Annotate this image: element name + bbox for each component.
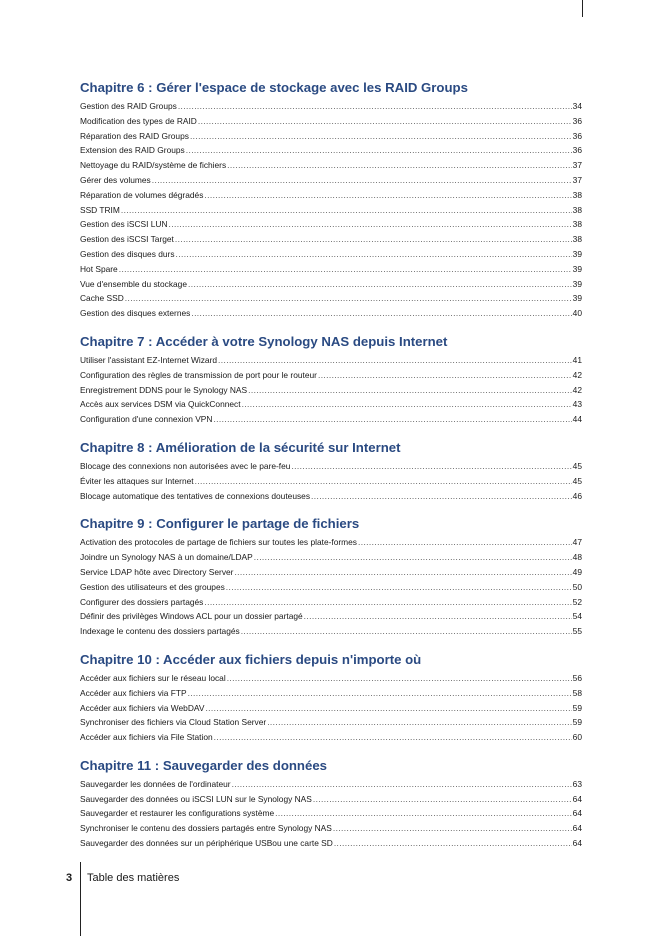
dot-leader	[125, 291, 572, 306]
dot-leader	[275, 806, 572, 821]
toc-entry[interactable]	[80, 730, 582, 745]
toc-entry-label: Réparation des RAID Groups	[80, 130, 189, 141]
toc-entry-page: 44	[572, 414, 582, 425]
toc-entry[interactable]	[80, 99, 582, 114]
dot-leader	[121, 203, 572, 218]
toc-entry-label: Configurer des dossiers partagés	[80, 596, 204, 607]
toc-entry-page: 63	[572, 778, 582, 789]
toc-entry-label: Accéder aux fichiers via FTP	[80, 687, 187, 698]
toc-entry-page: 38	[572, 204, 582, 215]
toc-entry-page: 49	[572, 566, 582, 577]
toc-entry[interactable]	[80, 188, 582, 203]
dot-leader	[232, 777, 572, 792]
toc-entry[interactable]	[80, 624, 582, 639]
toc-entry[interactable]	[80, 777, 582, 792]
toc-entry[interactable]	[80, 474, 582, 489]
toc-entry-page: 48	[572, 552, 582, 563]
chapter-8	[80, 440, 582, 503]
toc-entry-page: 39	[572, 248, 582, 259]
toc-entry-label: Nettoyage du RAID/système de fichiers	[80, 160, 227, 171]
chapter-10	[80, 652, 582, 745]
dot-leader	[152, 173, 572, 188]
chapter-9	[80, 516, 582, 639]
toc-entry[interactable]	[80, 609, 582, 624]
toc-entry[interactable]	[80, 383, 582, 398]
toc-entry[interactable]	[80, 595, 582, 610]
toc-entry-label: Configuration des règles de transmission de port pour le routeur	[80, 369, 317, 380]
toc-entry[interactable]	[80, 173, 582, 188]
toc-entry[interactable]	[80, 550, 582, 565]
dot-leader	[318, 368, 572, 383]
chapter-7	[80, 334, 582, 427]
toc-entry-page: 47	[572, 537, 582, 548]
toc-entry-page: 60	[572, 732, 582, 743]
toc-entry[interactable]	[80, 217, 582, 232]
toc-entry-page: 36	[572, 145, 582, 156]
toc-entry-page: 37	[572, 174, 582, 185]
dot-leader	[218, 353, 572, 368]
toc-entry-page: 55	[572, 626, 582, 637]
toc-entry[interactable]	[80, 353, 582, 368]
toc-entry[interactable]	[80, 821, 582, 836]
toc-entry-label: Définir des privilèges Windows ACL pour un dossier partagé	[80, 611, 303, 622]
dot-leader	[241, 624, 572, 639]
footer-title: Table des matières	[87, 872, 180, 884]
toc-entry-label: Blocage des connexions non autorisées avec le pare-feu	[80, 460, 291, 471]
toc-entry-page: 64	[572, 838, 582, 849]
dot-leader	[358, 535, 572, 550]
toc-entry-label: Cache SSD	[80, 293, 124, 304]
chapter-title[interactable]: Chapitre 7 : Accéder à votre Synology NAS depuis Internet	[80, 333, 448, 349]
footer-divider	[80, 862, 81, 936]
toc-entry-label: Joindre un Synology NAS à un domaine/LDAP	[80, 552, 253, 563]
dot-leader	[254, 550, 572, 565]
toc-entry-page: 58	[572, 687, 582, 698]
toc-entry-page: 37	[572, 160, 582, 171]
toc-entry-page: 59	[572, 702, 582, 713]
toc-entry-page: 45	[572, 475, 582, 486]
dot-leader	[227, 158, 572, 173]
toc-entry[interactable]	[80, 792, 582, 807]
toc-entry-page: 38	[572, 219, 582, 230]
toc-entry-page: 36	[572, 130, 582, 141]
toc-entry[interactable]	[80, 580, 582, 595]
toc-entry-label: Hot Spare	[80, 263, 118, 274]
toc-entry[interactable]	[80, 715, 582, 730]
toc-entry-page: 36	[572, 115, 582, 126]
toc-entry-page: 52	[572, 596, 582, 607]
toc-entry[interactable]	[80, 306, 582, 321]
toc-entry-label: Utiliser l'assistant EZ-Internet Wizard	[80, 354, 218, 365]
toc-entry-page: 59	[572, 717, 582, 728]
toc-entry[interactable]	[80, 565, 582, 580]
dot-leader	[248, 383, 572, 398]
dot-leader	[234, 565, 571, 580]
dot-leader	[227, 671, 572, 686]
toc-entry-label: Sauvegarder les données de l'ordinateur	[80, 778, 231, 789]
toc-entry-page: 64	[572, 793, 582, 804]
dot-leader	[311, 489, 572, 504]
toc-entry-page: 64	[572, 823, 582, 834]
dot-leader	[242, 397, 572, 412]
toc-entry-label: Vue d'ensemble du stockage	[80, 278, 187, 289]
toc-entry[interactable]	[80, 129, 582, 144]
toc-entry[interactable]	[80, 143, 582, 158]
dot-leader	[175, 232, 572, 247]
toc-entry-page: 50	[572, 581, 582, 592]
toc-entry-page: 38	[572, 189, 582, 200]
dot-leader	[188, 686, 572, 701]
toc-entry-page: 34	[572, 101, 582, 111]
toc-entry[interactable]	[80, 232, 582, 247]
dot-leader	[313, 792, 572, 807]
toc-entry[interactable]	[80, 459, 582, 474]
toc-entry-label: Gestion des disques externes	[80, 308, 191, 319]
dot-leader	[304, 609, 572, 624]
chapter-title[interactable]: Chapitre 6 : Gérer l'espace de stockage avec les RAID Groups	[80, 80, 468, 95]
toc-entry-page: 39	[572, 293, 582, 304]
toc-entry-label: Accéder aux fichiers via WebDAV	[80, 702, 205, 713]
toc-entry[interactable]	[80, 277, 582, 292]
dot-leader	[186, 143, 572, 158]
dot-leader	[195, 474, 572, 489]
dot-leader	[198, 114, 572, 129]
toc-entry[interactable]	[80, 368, 582, 383]
toc-entry-label: Éviter les attaques sur Internet	[80, 475, 194, 486]
chapter-6	[80, 80, 582, 321]
dot-leader	[204, 188, 571, 203]
chapter-11	[80, 758, 582, 851]
toc-entry-page: 43	[572, 399, 582, 410]
toc-entry-label: Blocage automatique des tentatives de connexions douteuses	[80, 490, 311, 501]
chapter-title[interactable]: Chapitre 10 : Accéder aux fichiers depuis n'importe où	[80, 651, 422, 667]
toc-entry-label: Extension des RAID Groups	[80, 145, 185, 156]
toc-entry-label: Gestion des RAID Groups	[80, 101, 177, 111]
chapter-title[interactable]: Chapitre 11 : Sauvegarder des données	[80, 757, 327, 773]
toc-entry-page: 41	[572, 354, 582, 365]
toc-entry-label: Réparation de volumes dégradés	[80, 189, 204, 200]
chapter-title[interactable]: Chapitre 8 : Amélioration de la sécurité sur Internet	[80, 439, 401, 455]
dot-leader	[188, 277, 572, 292]
toc-entry-label: Gestion des utilisateurs et des groupes	[80, 581, 225, 592]
dot-leader	[176, 247, 572, 262]
dot-leader	[191, 306, 571, 321]
toc-entry-label: Gestion des disques durs	[80, 248, 175, 259]
toc-entry[interactable]	[80, 203, 582, 218]
toc-entry-label: Accès aux services DSM via QuickConnect	[80, 399, 241, 410]
dot-leader	[226, 580, 572, 595]
toc-entry-label: SSD TRIM	[80, 204, 120, 215]
toc-entry-page: 42	[572, 384, 582, 395]
toc-entry-page: 56	[572, 672, 582, 683]
dot-leader	[214, 730, 572, 745]
dot-leader	[334, 836, 572, 851]
toc-entry[interactable]	[80, 158, 582, 173]
toc-entry-label: Activation des protocoles de partage de fichiers sur toutes les plate-formes	[80, 537, 357, 548]
dot-leader	[178, 99, 572, 114]
dot-leader	[333, 821, 572, 836]
toc-entry-page: 38	[572, 234, 582, 245]
toc-entry[interactable]	[80, 701, 582, 716]
toc-entry-page: 45	[572, 460, 582, 471]
toc-entry[interactable]	[80, 247, 582, 262]
dot-leader	[267, 715, 571, 730]
toc-entry-label: Modification des types de RAID	[80, 115, 197, 126]
toc-entry-page: 42	[572, 369, 582, 380]
toc-entry[interactable]	[80, 489, 582, 504]
page-number: 3	[66, 872, 73, 884]
dot-leader	[204, 595, 571, 610]
dot-leader	[213, 412, 571, 427]
chapter-title[interactable]: Chapitre 9 : Configurer le partage de fichiers	[80, 516, 360, 532]
toc-entry[interactable]	[80, 412, 582, 427]
toc-entry-label: Service LDAP hôte avec Directory Server	[80, 566, 234, 577]
toc-entry-label: Gestion des iSCSI Target	[80, 234, 174, 245]
toc-entry-label: Sauvegarder des données ou iSCSI LUN sur le Synology NAS	[80, 793, 312, 804]
toc-entry[interactable]	[80, 686, 582, 701]
dot-leader	[119, 262, 572, 277]
toc-entry-label: Gestion des iSCSI LUN	[80, 219, 168, 230]
toc-entry[interactable]	[80, 262, 582, 277]
toc-entry-label: Accéder aux fichiers via File Station	[80, 732, 213, 743]
toc-entry-label: Sauvegarder des données sur un périphérique USBou une carte SD	[80, 838, 333, 849]
toc-entry-page: 39	[572, 263, 582, 274]
toc-entry[interactable]	[80, 806, 582, 821]
top-divider	[582, 0, 583, 17]
dot-leader	[291, 459, 571, 474]
toc-entry[interactable]	[80, 836, 582, 851]
toc-entry-page: 39	[572, 278, 582, 289]
toc-entry-page: 40	[572, 308, 582, 319]
dot-leader	[169, 217, 572, 232]
toc-entry-label: Accéder aux fichiers sur le réseau local	[80, 672, 226, 683]
table-of-contents	[80, 80, 582, 864]
toc-entry[interactable]	[80, 291, 582, 306]
toc-entry-label: Synchroniser le contenu des dossiers partagés entre Synology NAS	[80, 823, 332, 834]
toc-entry[interactable]	[80, 114, 582, 129]
toc-entry-label: Gérer des volumes	[80, 174, 151, 185]
toc-entry-label: Sauvegarder et restaurer les configurations système	[80, 808, 275, 819]
toc-entry-label: Synchroniser des fichiers via Cloud Station Server	[80, 717, 267, 728]
toc-entry-page: 54	[572, 611, 582, 622]
toc-entry[interactable]	[80, 671, 582, 686]
toc-entry[interactable]	[80, 535, 582, 550]
toc-entry-label: Configuration d'une connexion VPN	[80, 414, 213, 425]
toc-entry-page: 46	[572, 490, 582, 501]
dot-leader	[190, 129, 572, 144]
toc-entry[interactable]	[80, 397, 582, 412]
dot-leader	[205, 701, 571, 716]
toc-entry-label: Enregistrement DDNS pour le Synology NAS	[80, 384, 248, 395]
toc-entry-page: 64	[572, 808, 582, 819]
toc-entry-label: Indexage le contenu des dossiers partagés	[80, 626, 240, 637]
